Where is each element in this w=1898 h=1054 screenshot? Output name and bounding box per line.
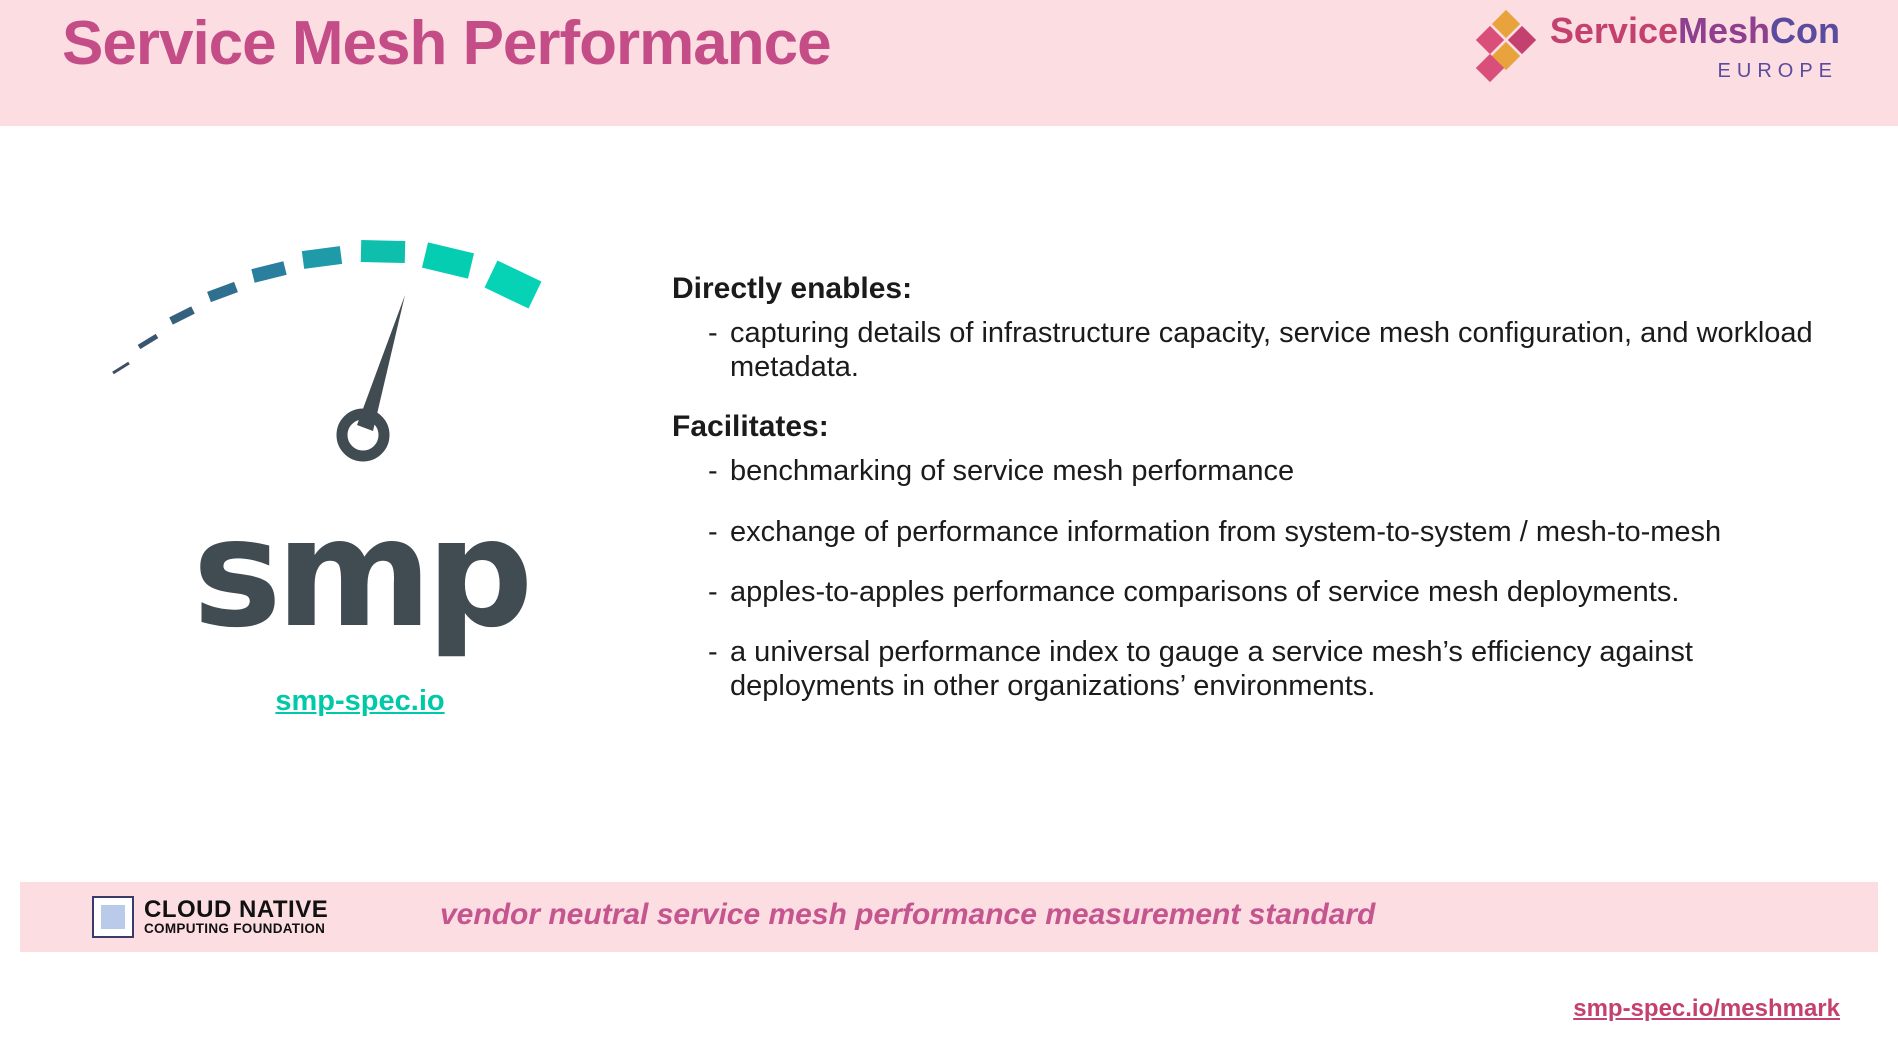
footer-band xyxy=(20,882,1878,952)
bullet-marker: - xyxy=(708,455,718,488)
smp-logo-panel xyxy=(95,235,625,718)
list-item xyxy=(672,454,1862,488)
smp-spec-link[interactable]: smp-spec.io xyxy=(275,685,445,717)
diamond-cluster-icon xyxy=(1476,14,1536,76)
bullet-text: capturing details of infrastructure capacity, service mesh configuration, and workload metadata. xyxy=(730,317,1813,384)
list-item xyxy=(672,635,1862,703)
bullet-marker: - xyxy=(708,636,718,669)
cncf-line1: CLOUD NATIVE xyxy=(144,895,329,923)
heading-facilitates: Facilitates: xyxy=(672,410,829,444)
bullet-text: exchange of performance information from system-to-system / mesh-to-mesh xyxy=(730,515,1722,548)
brand-subtitle: EUROPE xyxy=(1717,59,1838,82)
cncf-logo xyxy=(92,896,328,938)
slide-body xyxy=(672,272,1862,722)
smp-wordmark-text: smp xyxy=(192,487,528,661)
brand-part-service: Service xyxy=(1549,10,1678,51)
bullet-list-directly-enables xyxy=(672,316,1862,384)
brand-part-mesh: Mesh xyxy=(1677,10,1771,51)
brand-name xyxy=(1550,12,1840,50)
cncf-logo-icon xyxy=(92,896,134,938)
list-item xyxy=(672,515,1862,549)
bullet-text: benchmarking of service mesh performance xyxy=(730,455,1295,488)
servicemeshcon-brand xyxy=(1476,12,1840,102)
bullet-list-facilitates xyxy=(672,454,1862,703)
bullet-marker: - xyxy=(708,515,718,548)
bullet-marker: - xyxy=(708,575,718,608)
bullet-marker: - xyxy=(708,317,718,349)
meshmark-link[interactable]: smp-spec.io/meshmark xyxy=(1573,995,1840,1022)
bullet-text: apples-to-apples performance comparisons of service mesh deployments. xyxy=(730,575,1680,608)
smp-wordmark xyxy=(95,487,625,661)
page-title: Service Mesh Performance xyxy=(62,9,831,78)
slide-header xyxy=(0,0,1898,126)
footer-tagline: vendor neutral service mesh performance measurement standard xyxy=(440,898,1376,931)
list-item xyxy=(672,316,1862,384)
speedometer-gauge-icon xyxy=(105,235,605,495)
heading-directly-enables: Directly enables: xyxy=(672,272,913,305)
cncf-line2: COMPUTING FOUNDATION xyxy=(144,921,326,937)
list-item xyxy=(672,575,1862,609)
bullet-text: a universal performance index to gauge a service mesh’s efficiency against deployments in other organizations’ environments. xyxy=(730,636,1693,703)
brand-part-con: Con xyxy=(1770,10,1840,51)
